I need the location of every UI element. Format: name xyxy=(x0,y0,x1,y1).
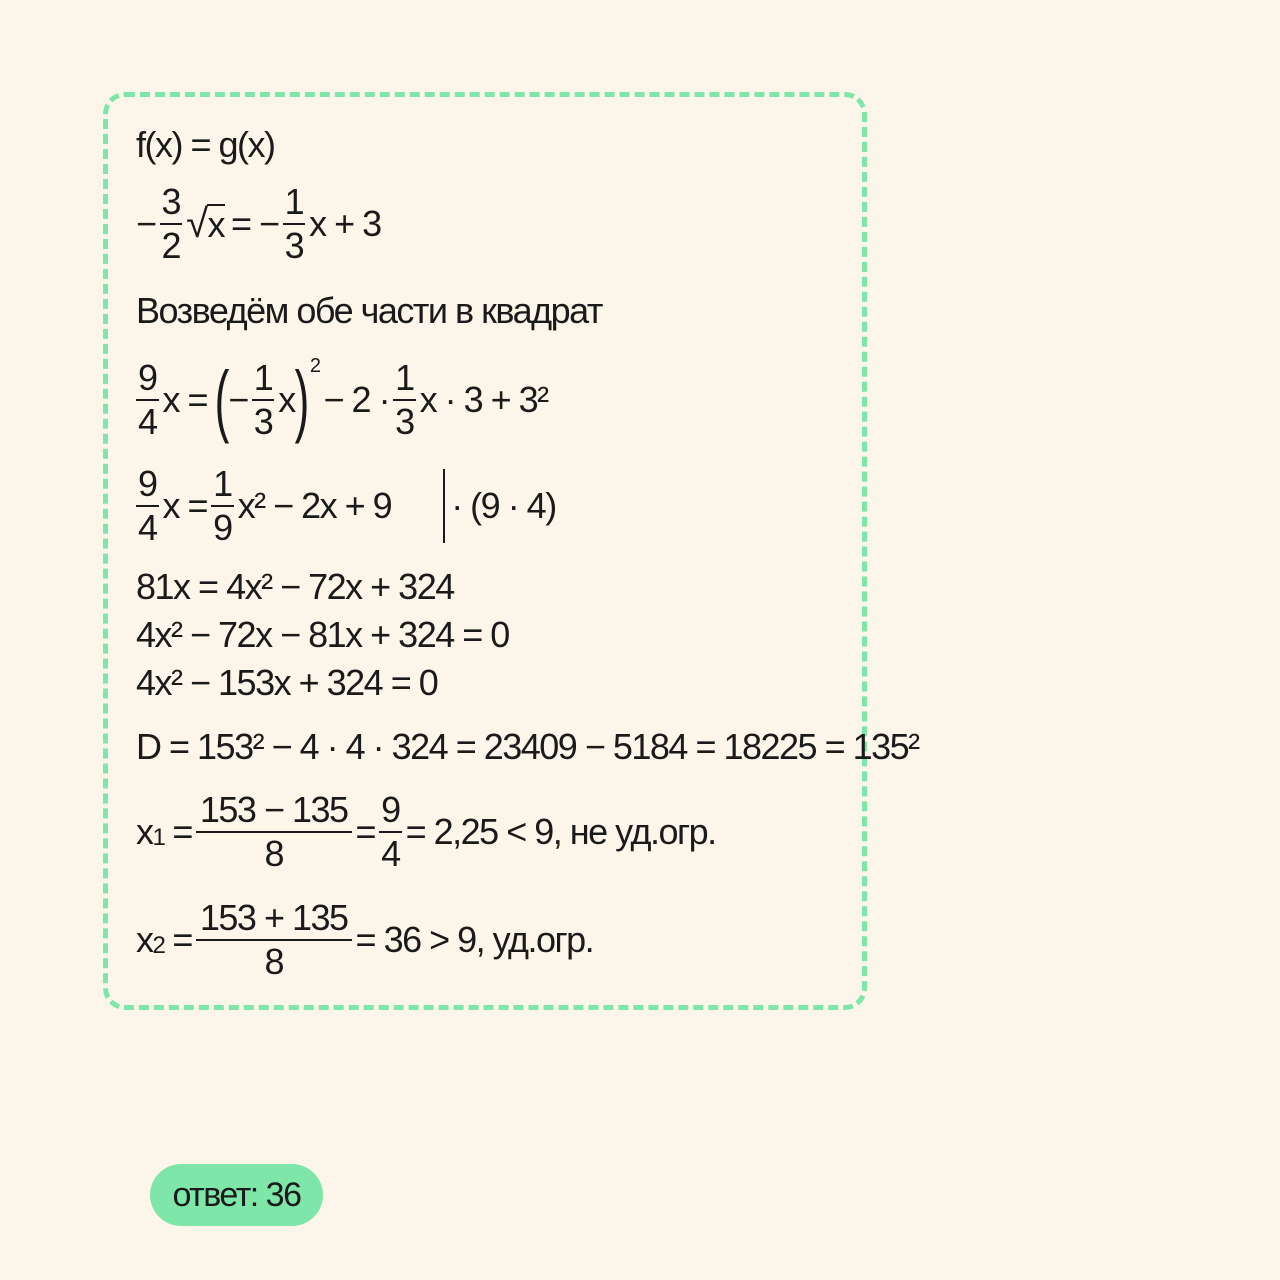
fraction-9-4: $\frac{9}{4}$ xyxy=(138,463,157,548)
equation-1 xyxy=(136,124,275,166)
root-2-var: x xyxy=(136,919,153,960)
left-parenthesis: ( xyxy=(214,355,229,444)
heading xyxy=(136,290,602,332)
inner-minus: − xyxy=(228,379,248,420)
root-1-var: x xyxy=(136,811,153,852)
root-2 xyxy=(136,897,594,982)
heading-text: Возведём обе части в квадрат xyxy=(136,290,602,331)
discriminant xyxy=(136,726,919,768)
square-root: √ x xyxy=(186,202,225,246)
equals: = xyxy=(355,811,376,852)
fraction-1-3: $\frac{1}{3}$ xyxy=(284,181,304,266)
exponent: 2 xyxy=(309,354,320,377)
equation-7 xyxy=(136,662,437,704)
fraction-1-3-inner: $\frac{1}{3}$ xyxy=(253,357,273,442)
right-parenthesis: ) xyxy=(294,355,309,444)
equation-7-text: 4x² − 153x + 324 = 0 xyxy=(136,662,438,703)
equals-minus: = − xyxy=(231,203,279,244)
root-1-subscript: 1 xyxy=(152,824,165,851)
equation-4-tail: x² − 2x + 9 xyxy=(237,485,392,526)
root-2-tail: = 36 > 9, уд.огр. xyxy=(355,919,594,960)
equation-3 xyxy=(136,354,548,444)
x-equals: x = xyxy=(162,379,208,420)
equals: = xyxy=(172,811,192,852)
equation-1-text: f(x) = g(x) xyxy=(136,124,275,165)
discriminant-text: D = 153² − 4 · 4 · 324 = 23409 − 5184 = 18225 = 135² xyxy=(136,726,919,767)
root-1-tail: = 2,25 < 9, не уд.огр. xyxy=(405,811,716,852)
root-1 xyxy=(136,789,716,874)
equation-5-text: 81x = 4x² − 72x + 324 xyxy=(136,566,454,607)
vertical-bar xyxy=(443,469,445,543)
fraction-1-9: $\frac{1}{9}$ xyxy=(213,463,232,548)
root-2-subscript: 2 xyxy=(152,932,165,959)
fraction-3-2: $\frac{3}{2}$ xyxy=(161,181,181,266)
minus-two-times: − 2 · xyxy=(323,379,390,420)
equation-2-tail: x + 3 xyxy=(309,203,381,244)
fraction-153-plus-135: $\frac{153 + 135}{8}$ xyxy=(196,900,352,980)
x-equals: x = xyxy=(162,485,208,526)
inner-x: x xyxy=(278,379,295,420)
equation-6 xyxy=(136,614,509,656)
equation-3-tail: x · 3 + 3² xyxy=(419,379,548,420)
fraction-9-4: $\frac{9}{4}$ xyxy=(138,357,157,442)
equation-6-text: 4x² − 72x − 81x + 324 = 0 xyxy=(136,614,509,655)
answer-badge xyxy=(150,1164,323,1226)
fraction-9-4-root: $\frac{9}{4}$ xyxy=(381,789,400,874)
equation-2 xyxy=(136,181,381,266)
equation-5 xyxy=(136,566,454,608)
minus-sign: − xyxy=(136,203,156,244)
equation-4 xyxy=(136,463,556,548)
answer-text: ответ: 36 xyxy=(172,1175,301,1214)
fraction-153-minus-135: $\frac{153 - 135}{8}$ xyxy=(196,792,352,872)
equals: = xyxy=(172,919,192,960)
radical-sign: √ xyxy=(186,202,207,246)
multiplier: · (9 · 4) xyxy=(451,485,556,526)
fraction-1-3-second: $\frac{1}{3}$ xyxy=(395,357,414,442)
